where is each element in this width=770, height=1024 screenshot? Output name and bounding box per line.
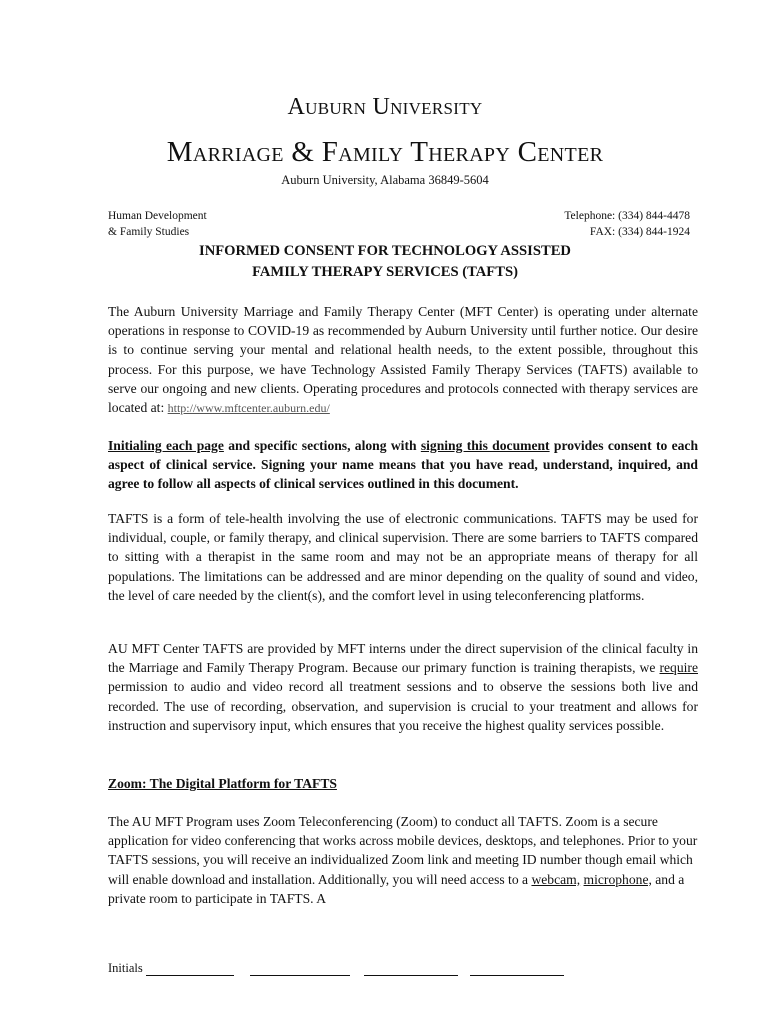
paragraph-intro-text: The Auburn University Marriage and Family Therapy Center (MFT Center) is operating under alternate operations in response to COVID-19 as recommended by Auburn University until further notice. Our desire is to continue serving your mental and relational health needs, to the extent possible, throughout this process. For this purpose, we have Technology Assisted Family Therapy Services (TAFTS) available to serve our ongoing and new clients. Operating procedures and protocols connected with therapy services are located at: [108,304,698,416]
supervision-text-1: AU MFT Center TAFTS are provided by MFT interns under the direct supervision of the clinical faculty in the Marriage and Family Therapy Program. Because our primary function is training therapists, we [108,641,698,676]
microphone-word: microphone, [583,871,652,887]
paragraph-tafts: TAFTS is a form of tele-health involving the use of electronic communications. TAFTS may be used for individual, couple, or family therapy, and clinical supervision. There are some barriers to TAFTS compared to sitting with a therapist in the same room and may not be an appropriate means of therapy for all populations. The limitations can be addressed and are minor depending on the quality of sound and video, the level of care needed by the client(s), and the comfort level in using teleconferencing platforms. [108,511,698,603]
zoom-text-2: and a private room to participate in TAFTS. A [108,871,685,906]
consent-text-1: and specific sections, along with [223,438,421,453]
department-line-2: & Family Studies [108,226,190,238]
require-word: require [659,660,698,676]
consent-text-2: provides consent to each aspect of clinical service. Signing your name means that you have read, understand, inquired, and agree to follow all aspects of clinical services outlined in this document. [108,438,699,492]
department-block [108,208,207,240]
initials-label: Initials [108,961,143,975]
mft-center-link[interactable]: http://www.mftcenter.auburn.edu/ [167,401,330,416]
consent-title-line-1: INFORMED CONSENT FOR TECHNOLOGY ASSISTED [199,243,571,259]
consent-title [0,241,770,283]
webcam-word: webcam, [531,871,581,887]
department-line-1: Human Development [108,210,207,222]
initials-row [108,960,564,976]
initials-blank-4[interactable] [470,963,564,976]
zoom-section-heading: Zoom: The Digital Platform for TAFTS [108,776,337,791]
initials-blank-2[interactable] [250,963,350,976]
telephone: Telephone: (334) 844-4478 [564,210,690,222]
contact-block [564,208,690,240]
center-title: Marriage & Family Therapy Center [166,136,604,168]
supervision-text-2: permission to audio and video record all treatment sessions and to observe the sessions both live and recorded. The use of recording, observation, and supervision is crucial to your treatment and allows for instruction and supervisory input, which ensures that you receive the highest quality services possible. [108,679,698,733]
fax: FAX: (334) 844-1924 [589,226,690,238]
initialing-phrase: Initialing each page [108,438,224,453]
address: Auburn University, Alabama 36849-5604 [281,173,489,187]
university-title: Auburn University [287,94,483,120]
consent-title-line-2: FAMILY THERAPY SERVICES (TAFTS) [252,264,518,280]
paragraph-zoom [108,812,698,908]
paragraph-consent [108,436,698,494]
paragraph-supervision [108,639,698,735]
initials-blank-1[interactable] [146,963,234,976]
initials-blank-3[interactable] [364,963,458,976]
paragraph-intro [108,302,698,418]
zoom-text-1: The AU MFT Program uses Zoom Teleconferencing (Zoom) to conduct all TAFTS. Zoom is a secure application for video conferencing that works across mobile devices, desktops, and telephones. Prior to your TAFTS sessions, you will receive an individualized Zoom link and meeting ID number though email which will enable download and installation. Additionally, you will need access to a [108,814,698,887]
signing-phrase: signing this document [420,438,550,453]
